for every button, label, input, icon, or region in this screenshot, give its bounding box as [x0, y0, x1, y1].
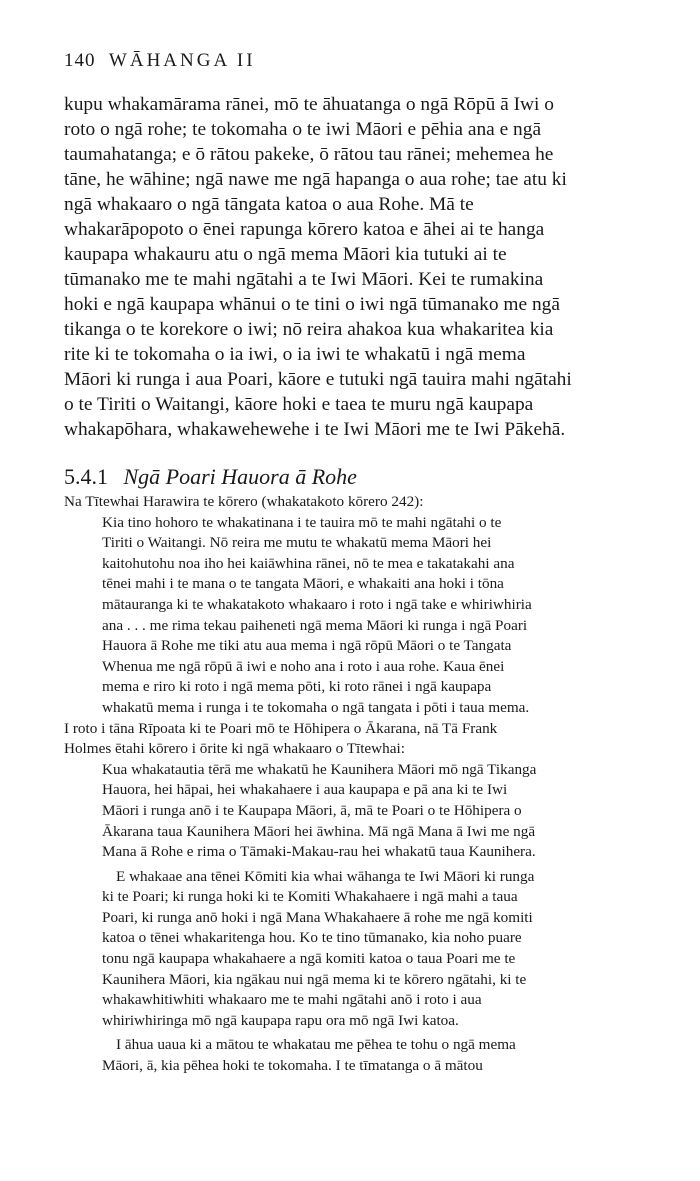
text-line: kaupapa whakauru atu o ngā mema Māori kia tutuki ai te: [64, 244, 507, 265]
quote-line: I āhua uaua ki a mātou te whakatau me pēhea te tohu o ngā mema: [116, 1036, 516, 1054]
main-paragraph: [64, 92, 664, 442]
quote-line: whiriwhiringa mō ngā kaupapa rapu ora mō ngā Iwi katoa.: [102, 1011, 459, 1029]
book-page: [64, 50, 664, 1077]
quote-line: Hauora ā Rohe me tiki atu aua mema i ngā rōpū Māori o te Tangata: [102, 637, 512, 655]
text-line: ngā whakaaro o ngā tāngata katoa o aua Rohe. Mā te: [64, 194, 474, 215]
quote-line: E whakaae ana tēnei Kōmiti kia whai wāhanga te Iwi Māori ki runga: [116, 867, 535, 885]
quote-line: whakawhitiwhiti whakaaro me te mahi ngātahi anō i roto i aua: [102, 991, 482, 1009]
quote-line: Māori, ā, kia pēhea hoki te tokomaha. I te tīmatanga o ā mātou: [102, 1057, 483, 1075]
quote-line: Kia tino hohoro te whakatinana i te tauira mō te mahi ngātahi o te: [102, 513, 502, 531]
quote-line: Hauora, hei hāpai, hei whakahaere i aua kaupapa e pā ana ki te Iwi: [102, 781, 508, 799]
quote-line: ki te Poari; ki runga hoki ki te Komiti Whakahaere i ngā mahi a taua: [102, 888, 518, 906]
text-line: taumahatanga; e ō rātou pakeke, ō rātou tau rānei; mehemea he: [64, 144, 554, 165]
section-title: Ngā Poari Hauora ā Rohe: [123, 464, 357, 489]
text-line: tikanga o te korekore o iwi; nō reira ahakoa kua whakaritea kia: [64, 319, 554, 340]
text-line: I roto i tāna Rīpoata ki te Poari mō te Hōhipera o Ākarana, nā Tā Frank: [64, 719, 498, 737]
text-line: roto o ngā rohe; te tokomaha o te iwi Māori e pēhia ana e ngā: [64, 119, 542, 140]
text-line: tūmanako me te mahi ngātahi a te Iwi Māori. Kei te rumakina: [64, 269, 544, 290]
quote-line: Mana ā Rohe e rima o Tāmaki-Makau-rau hei whakatū taua Kaunihera.: [102, 843, 536, 861]
quote-line: Kaunihera Māori, kia ngākau nui ngā mema ki te kōrero ngātahi, ki te: [102, 970, 527, 988]
quote-line: Kua whakatautia tērā me whakatū he Kaunihera Māori mō ngā Tikanga: [102, 760, 537, 778]
section-heading: [64, 464, 664, 490]
quote-line: mema e riro ki roto i ngā mema pōti, ki roto rānei i ngā kaupapa: [102, 678, 492, 696]
quote-line: Māori i runga anō i te Kaupapa Māori, ā, mā te Poari o te Hōhipera o: [102, 801, 522, 819]
section-number: 5.4.1: [64, 464, 108, 489]
text-line: tāne, he wāhine; ngā nawe me ngā hapanga o aua rohe; tae atu ki: [64, 169, 567, 190]
quote-line: katoa o tēnei whakaritenga hou. Ko te tino tūmanako, kia noho puare: [102, 929, 522, 947]
middle-paragraph: [64, 719, 664, 760]
quote-line: tonu ngā kaupapa whakahaere a ngā komiti katoa o taua Poari me te: [102, 950, 516, 968]
intro-line: Na Tītewhai Harawira te kōrero (whakatakoto kōrero 242):: [64, 493, 424, 510]
quote-line: tēnei mahi i te mana o te tangata Māori, e whakaiti ana hoki i tōna: [102, 575, 504, 593]
quote-line: ana . . . me rima tekau paiheneti ngā mema Māori ki runga i ngā Poari: [102, 616, 528, 634]
chapter-title: WĀHANGA II: [108, 50, 256, 71]
text-line: kupu whakamārama rānei, mō te āhuatanga o ngā Rōpū ā Iwi o: [64, 94, 554, 115]
text-line: Māori ki runga i aua Poari, kāore e tutuki ngā tauira mahi ngātahi: [64, 369, 572, 390]
quote-line: whakatū mema i runga i te tokomaha o ngā tangata i pōti i taua mema.: [102, 698, 530, 716]
block-quote-holmes: [102, 760, 664, 1077]
quote-line: Tiriti o Waitangi. Nō reira me mutu te whakatū mema Māori hei: [102, 534, 492, 552]
text-line: whakarāpopoto o ēnei rapunga kōrero katoa e āhei ai te hanga: [64, 219, 545, 240]
text-line: o te Tiriti o Waitangi, kāore hoki e taea te muru ngā kaupapa: [64, 394, 534, 415]
text-line: hoki e ngā kaupapa whānui o te tini o iwi ngā tūmanako me ngā: [64, 294, 560, 315]
quote-line: kaitohutohu noa iho hei kaiāwhina rānei, nō te mea e takatakahi ana: [102, 554, 515, 572]
block-quote-titewhai: [102, 513, 664, 719]
quote-line: mātauranga ki te whakatakoto whakaaro i roto i ngā take e whiriwhiria: [102, 595, 532, 613]
running-head: [64, 50, 664, 72]
quote-line: Ākarana taua Kaunihera Māori hei āwhina. Mā ngā Mana ā Iwi me ngā: [102, 822, 536, 840]
quote-line: Poari, ki runga anō hoki i ngā Mana Whakahaere ā rohe me ngā komiti: [102, 908, 533, 926]
page-number: 140: [64, 50, 96, 71]
text-line: rite ki te tokomaha o ia iwi, o ia iwi te whakatū i ngā mema: [64, 344, 526, 365]
text-line: Holmes ētahi kōrero i ōrite ki ngā whakaaro o Tītewhai:: [64, 740, 405, 758]
quote-line: Whenua me ngā rōpū ā iwi e noho ana i roto i aua rohe. Kaua ēnei: [102, 657, 505, 675]
text-line: whakapōhara, whakawehewehe i te Iwi Māori me te Iwi Pākehā.: [64, 419, 566, 440]
